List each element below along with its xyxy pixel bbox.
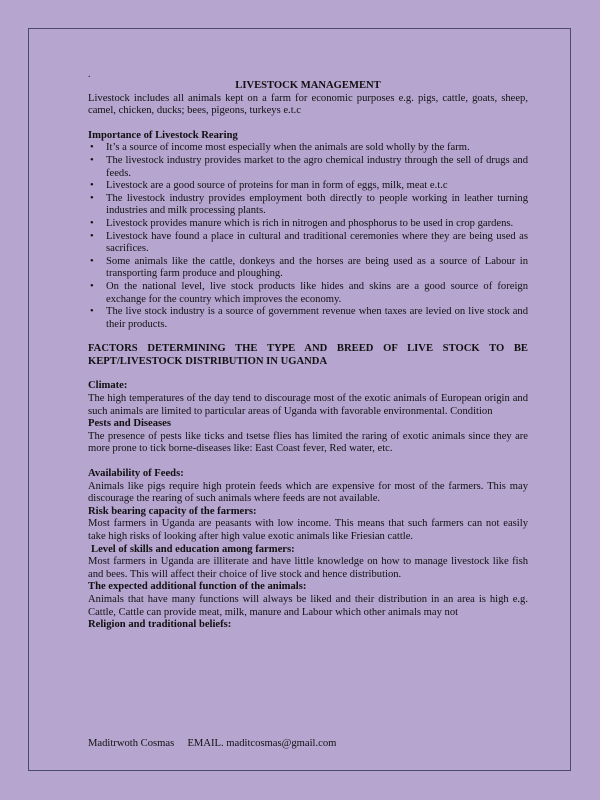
list-item: • The livestock industry provides employment both directly to people working in leather turning industries and milk processing plants. [88,193,528,218]
pests-heading: Pests and Diseases [88,418,171,430]
document-title: LIVESTOCK MANAGEMENT [235,80,381,91]
list-item: • Some animals like the cattle, donkeys and the horses are being used as a source of Labour in transporting farm produce and ploughing. [88,256,528,281]
footer-author-email: Maditrwoth Cosmas EMAIL. maditcosmas@gmail.com [88,738,337,749]
feeds-paragraph: Animals like pigs require high protein feeds which are expensive for most of the farmers. This may discourage the rearing of such animals where feeds are not available. [88,480,528,505]
list-item: • On the national level, live stock products like hides and skins are a good source of foreign exchange for the country which improves the economy. [88,281,528,306]
function-heading: The expected additional function of the animals: [88,581,307,593]
spacer [88,331,528,343]
climate-paragraph: The high temperatures of the day tend to discourage most of the exotic animals of European origin and such animals are limited to particular areas of Uganda with favorable environmental. Condition [88,393,528,417]
spacer [88,118,528,130]
spacer [88,368,528,380]
feeds-heading: Availability of Feeds: [88,468,184,480]
intro-paragraph: Livestock includes all animals kept on a farm for economic purposes e.g. pigs, cattle, goats, sheep, camel, chicken, ducks; bees, pigeons, turkeys e.t.c [88,92,528,117]
list-item: • Livestock provides manure which is rich in nitrogen and phosphorus to be used in crop gardens. [88,218,528,231]
risk-paragraph: Most farmers in Uganda are peasants with low income. This means that such farmers can not easily take high risks of looking after high value exotic animals like Friesian cattle. [88,518,528,542]
risk-heading: Risk bearing capacity of the farmers: [88,505,257,517]
importance-heading: Importance of Livestock Rearing [88,129,238,141]
spacer [88,456,528,468]
list-item: • Livestock have found a place in cultural and traditional ceremonies where they are being used as sacrifices. [88,231,528,256]
list-item: • The livestock industry provides market to the agro chemical industry through the sell of drugs and feeds. [88,155,528,180]
religion-heading: Religion and traditional beliefs: [88,619,232,631]
list-item: • The live stock industry is a source of government revenue when taxes are levied on live stock and their products. [88,306,528,331]
factors-heading: FACTORS DETERMINING THE TYPE AND BREED OF LIVE STOCK TO BE KEPT/LIVESTOCK DISTRIBUTION IN UGANDA [88,343,528,367]
function-paragraph: Animals that have many functions will always be liked and their distribution in an area is high e.g. Cattle, Cattle can provide meat, milk, manure and Labour which other animals may not [88,593,528,618]
list-item: • It’s a source of income most especially when the animals are sold wholly by the farm. [88,142,528,155]
pests-paragraph: The presence of pests like ticks and tsetse flies has limited the raring of exotic animals since they are more prone to tick borne-diseases like: East Coast fever, Red water, etc. [88,430,528,455]
document-body [88,70,528,632]
importance-list [88,142,528,331]
climate-heading: Climate: [88,380,128,392]
skills-paragraph: Most farmers in Uganda are illiterate and have little knowledge on how to manage livestock like fish and bees. This will affect their choice of live stock and hence distribution. [88,556,528,580]
skills-heading: Level of skills and education among farmers: [91,543,295,555]
list-item: • Livestock are a good source of proteins for man in form of eggs, milk, meat e.t.c [88,180,528,193]
stray-dot: . [88,69,91,80]
